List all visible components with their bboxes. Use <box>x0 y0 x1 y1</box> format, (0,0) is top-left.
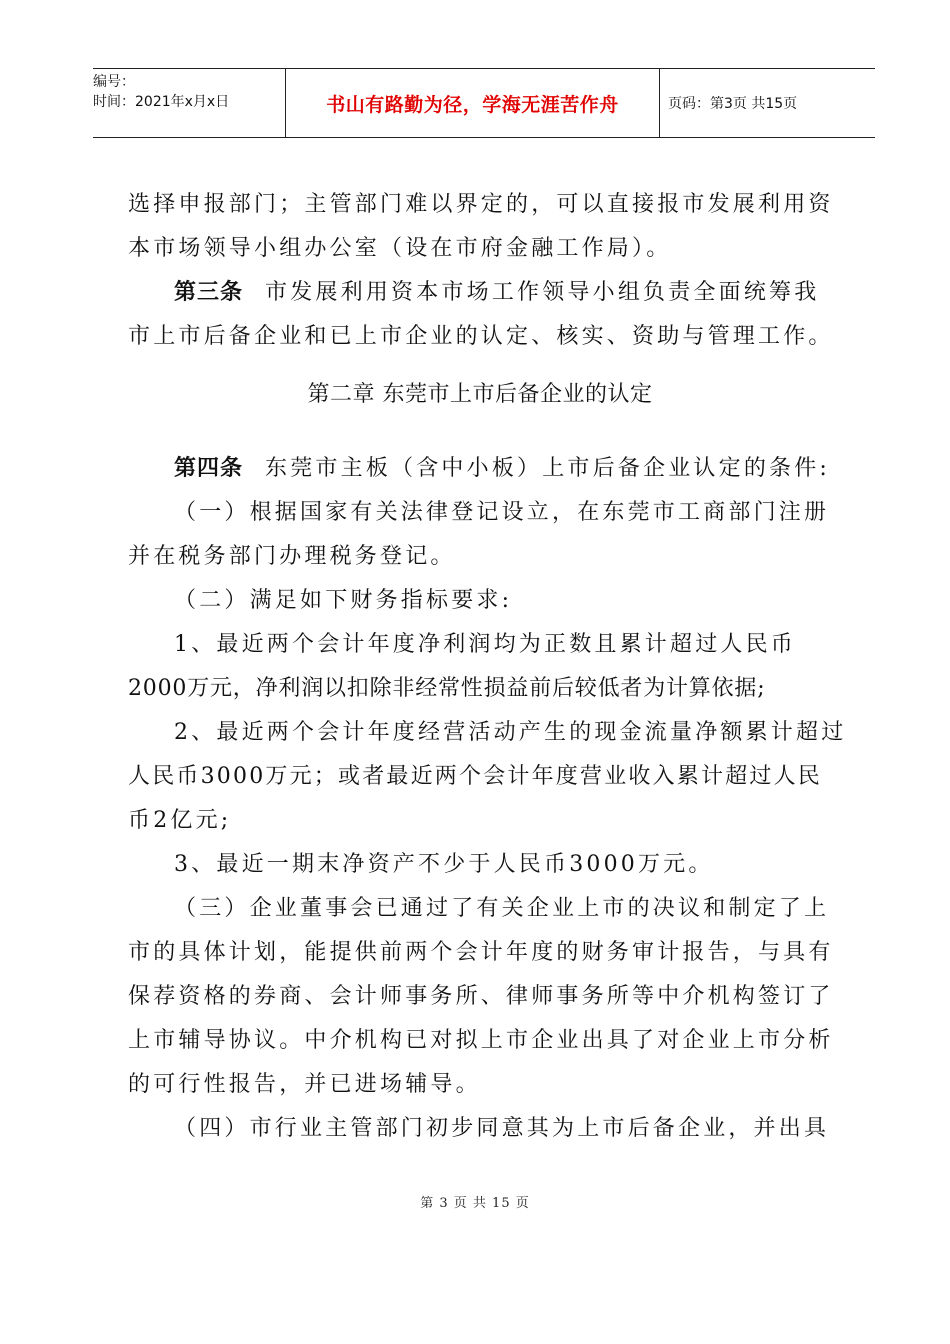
paragraph-line: 2000万元，净利润以扣除非经常性损益前后较低者为计算依据; <box>128 676 766 701</box>
page-footer: 第 3 页 共 15 页 <box>420 1196 530 1211</box>
article-3-line <box>128 271 832 315</box>
paragraph-line: 并在税务部门办理税务登记。 <box>128 544 456 569</box>
article-3-text: 市发展利用资本市场工作领导小组负责全面统筹我 <box>265 280 820 305</box>
document-number-label: 编号： <box>93 74 135 90</box>
paragraph-line: 人民币3000万元；或者最近两个会计年度营业收入累计超过人民 <box>128 764 822 789</box>
paragraph-line: 2、最近两个会计年度经营活动产生的现金流量净额累计超过 <box>174 720 847 745</box>
paragraph-line: 的可行性报告，并已进场辅导。 <box>128 1072 481 1097</box>
article-4-line <box>128 447 832 491</box>
paragraph-line: 市的具体计划，能提供前两个会计年度的财务审计报告，与具有 <box>128 940 834 965</box>
paragraph-line: 保荐资格的券商、会计师事务所、律师事务所等中介机构签订了 <box>128 984 834 1009</box>
header-meta-cell <box>93 69 286 137</box>
paragraph-line: 1、最近两个会计年度净利润均为正数且累计超过人民币 <box>174 632 796 657</box>
paragraph-line: 本市场领导小组办公室（设在市府金融工作局）。 <box>128 236 672 261</box>
article-4-text: 东莞市主板（含中小板）上市后备企业认定的条件: <box>265 456 831 481</box>
paragraph-line: 3、最近一期末净资产不少于人民币3000万元。 <box>174 852 714 877</box>
paragraph-line: （三）企业董事会已通过了有关企业上市的决议和制定了上 <box>174 896 830 921</box>
paragraph-line: （四）市行业主管部门初步同意其为上市后备企业，并出具 <box>174 1116 830 1141</box>
chapter-title: 第二章 东莞市上市后备企业的认定 <box>307 382 653 407</box>
paragraph-line: 上市辅导协议。中介机构已对拟上市企业出具了对企业上市分析 <box>128 1028 834 1053</box>
header-page-label: 页码：第3页 共15页 <box>668 96 798 112</box>
paragraph-line: （二）满足如下财务指标要求: <box>174 588 513 613</box>
document-body <box>128 183 847 1151</box>
header-motto: 书山有路勤为径，学海无涯苦作舟 <box>286 69 660 137</box>
document-date-label: 时间：2021年x月x日 <box>93 94 230 110</box>
article-4-heading: 第四条 <box>174 456 244 481</box>
header-table <box>93 68 875 138</box>
paragraph-line: （一）根据国家有关法律登记设立，在东莞市工商部门注册 <box>174 500 830 525</box>
paragraph-line: 选择申报部门；主管部门难以界定的，可以直接报市发展利用资 <box>128 192 834 217</box>
paragraph-line: 市上市后备企业和已上市企业的认定、核实、资助与管理工作。 <box>128 324 834 349</box>
paragraph-line: 币2亿元; <box>128 808 232 833</box>
article-3-heading: 第三条 <box>174 280 244 305</box>
